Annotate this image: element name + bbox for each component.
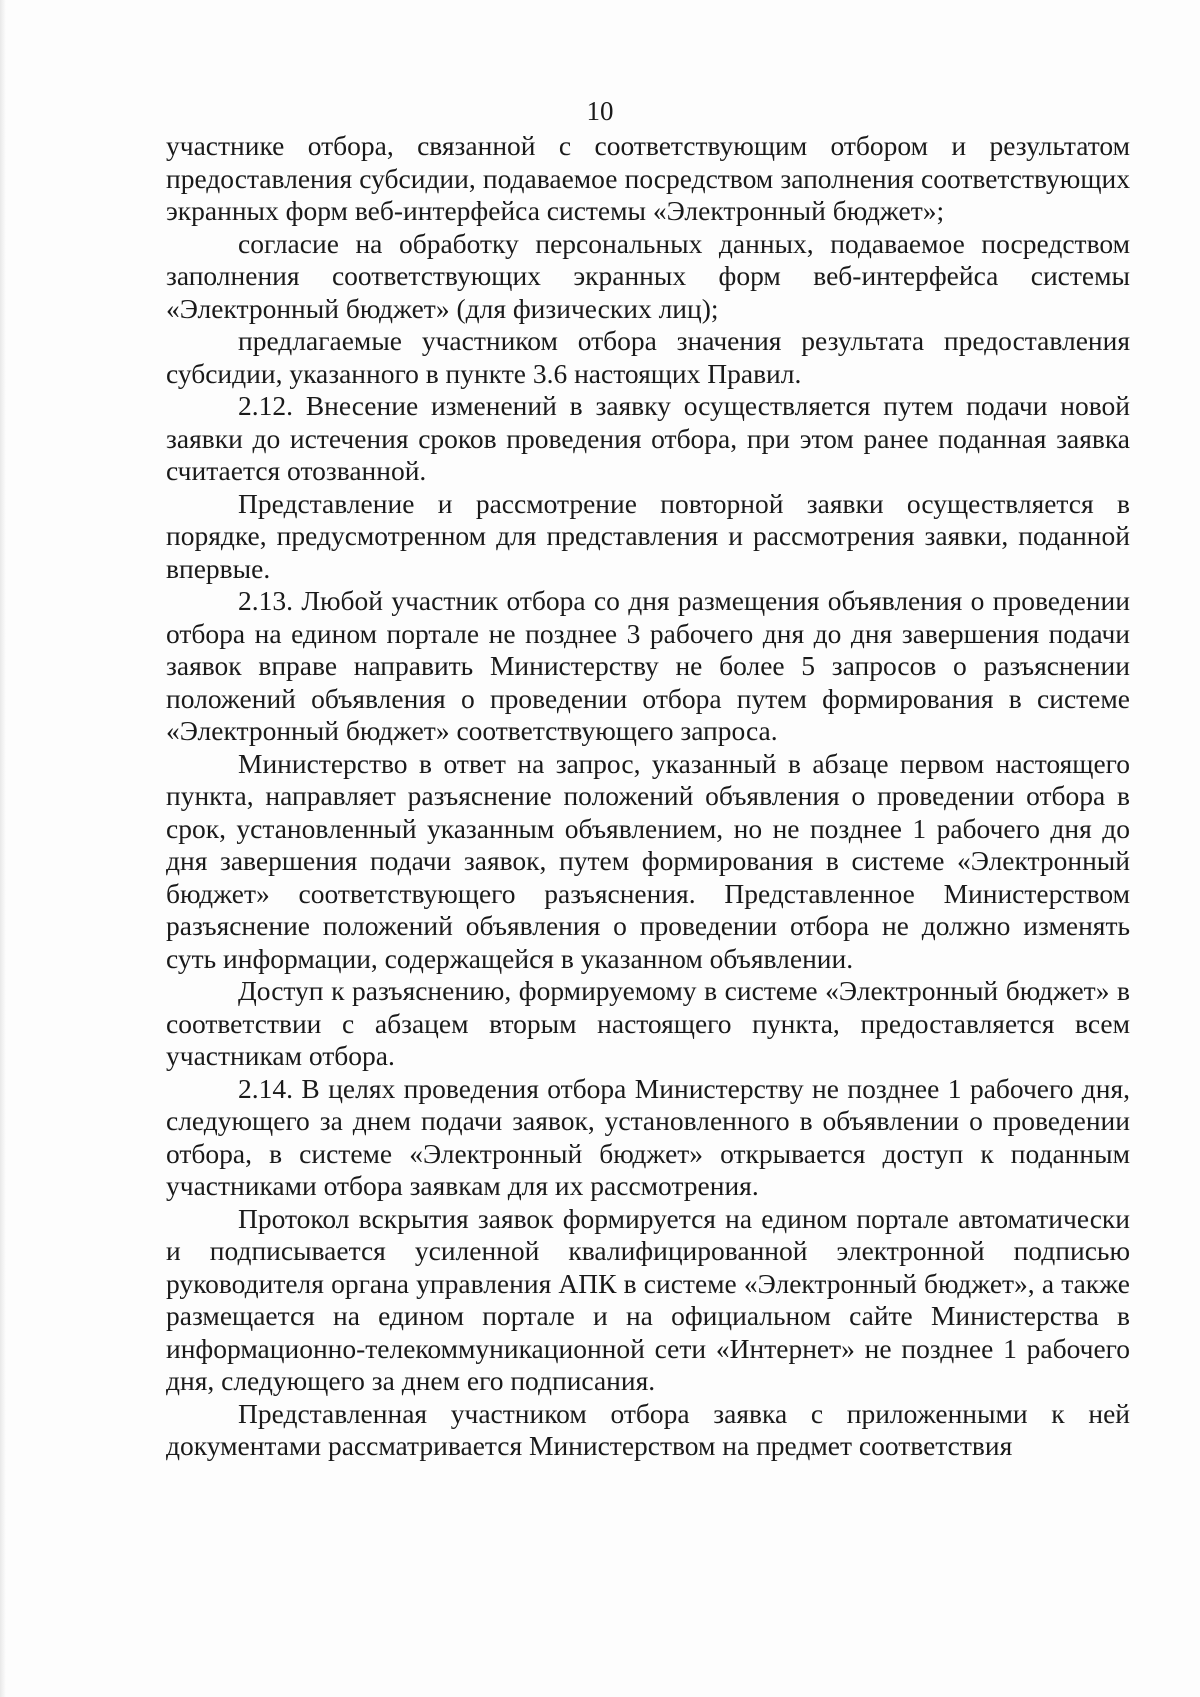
paragraph-10: Протокол вскрытия заявок формируется на едином портале автоматически и подписывается усиленной квалифицированной электронной подписью руководителя органа управления АПК в системе «Электронный бюджет», а также размещается на едином портале и на официальном сайте Министерства в информационно-телекоммуникационной сети «Интернет» не позднее 1 рабочего дня, следующего за днем его подписания.	[166, 1202, 1130, 1396]
page-number: 10	[586, 96, 614, 126]
paragraph-2: согласие на обработку персональных данных, подаваемое посредством заполнения соответствующих экранных форм веб-интерфейса системы «Электронный бюджет» (для физических лиц);	[166, 227, 1130, 324]
document-body	[166, 130, 1130, 1463]
paragraph-11: Представленная участником отбора заявка с приложенными к ней документами рассматривается Министерством на предмет соответствия	[166, 1397, 1130, 1461]
paragraph-9: 2.14. В целях проведения отбора Министерству не позднее 1 рабочего дня, следующего за днем подачи заявок, установленного в объявлении о проведении отбора, в системе «Электронный бюджет» открывается доступ к поданным участниками отбора заявкам для их рассмотрения.	[166, 1072, 1130, 1201]
paragraph-1: участнике отбора, связанной с соответствующим отбором и результатом предоставления субсидии, подаваемое посредством заполнения соответствующих экранных форм веб-интерфейса системы «Электронный бюджет»;	[166, 130, 1130, 226]
paragraph-5: Представление и рассмотрение повторной заявки осуществляется в порядке, предусмотренном для представления и рассмотрения заявки, поданной впервые.	[166, 487, 1130, 584]
paragraph-7: Министерство в ответ на запрос, указанный в абзаце первом настоящего пункта, направляет разъяснение положений объявления о проведении отбора в срок, установленный указанным объявлением, но не позднее 1 рабочего дня до дня завершения подачи заявок, путем формирования в системе «Электронный бюджет» соответствующего разъяснения. Представленное Министерством разъяснение положений объявления о проведении отбора не должно изменять суть информации, содержащейся в указанном объявлении.	[166, 747, 1130, 974]
scan-edge	[0, 0, 6, 1697]
paragraph-3: предлагаемые участником отбора значения результата предоставления субсидии, указанного в пункте 3.6 настоящих Правил.	[166, 325, 1130, 389]
paragraph-6: 2.13. Любой участник отбора со дня размещения объявления о проведении отбора на едином портале не позднее 3 рабочего дня до дня завершения подачи заявок вправе направить Министерству не более 5 запросов о разъяснении положений объявления о проведении отбора путем формирования в системе «Электронный бюджет» соответствующего запроса.	[166, 585, 1130, 746]
paragraph-4: 2.12. Внесение изменений в заявку осуществляется путем подачи новой заявки до истечения сроков проведения отбора, при этом ранее поданная заявка считается отозванной.	[166, 390, 1130, 486]
paragraph-8: Доступ к разъяснению, формируемому в системе «Электронный бюджет» в соответствии с абзацем вторым настоящего пункта, предоставляется всем участникам отбора.	[166, 975, 1130, 1071]
